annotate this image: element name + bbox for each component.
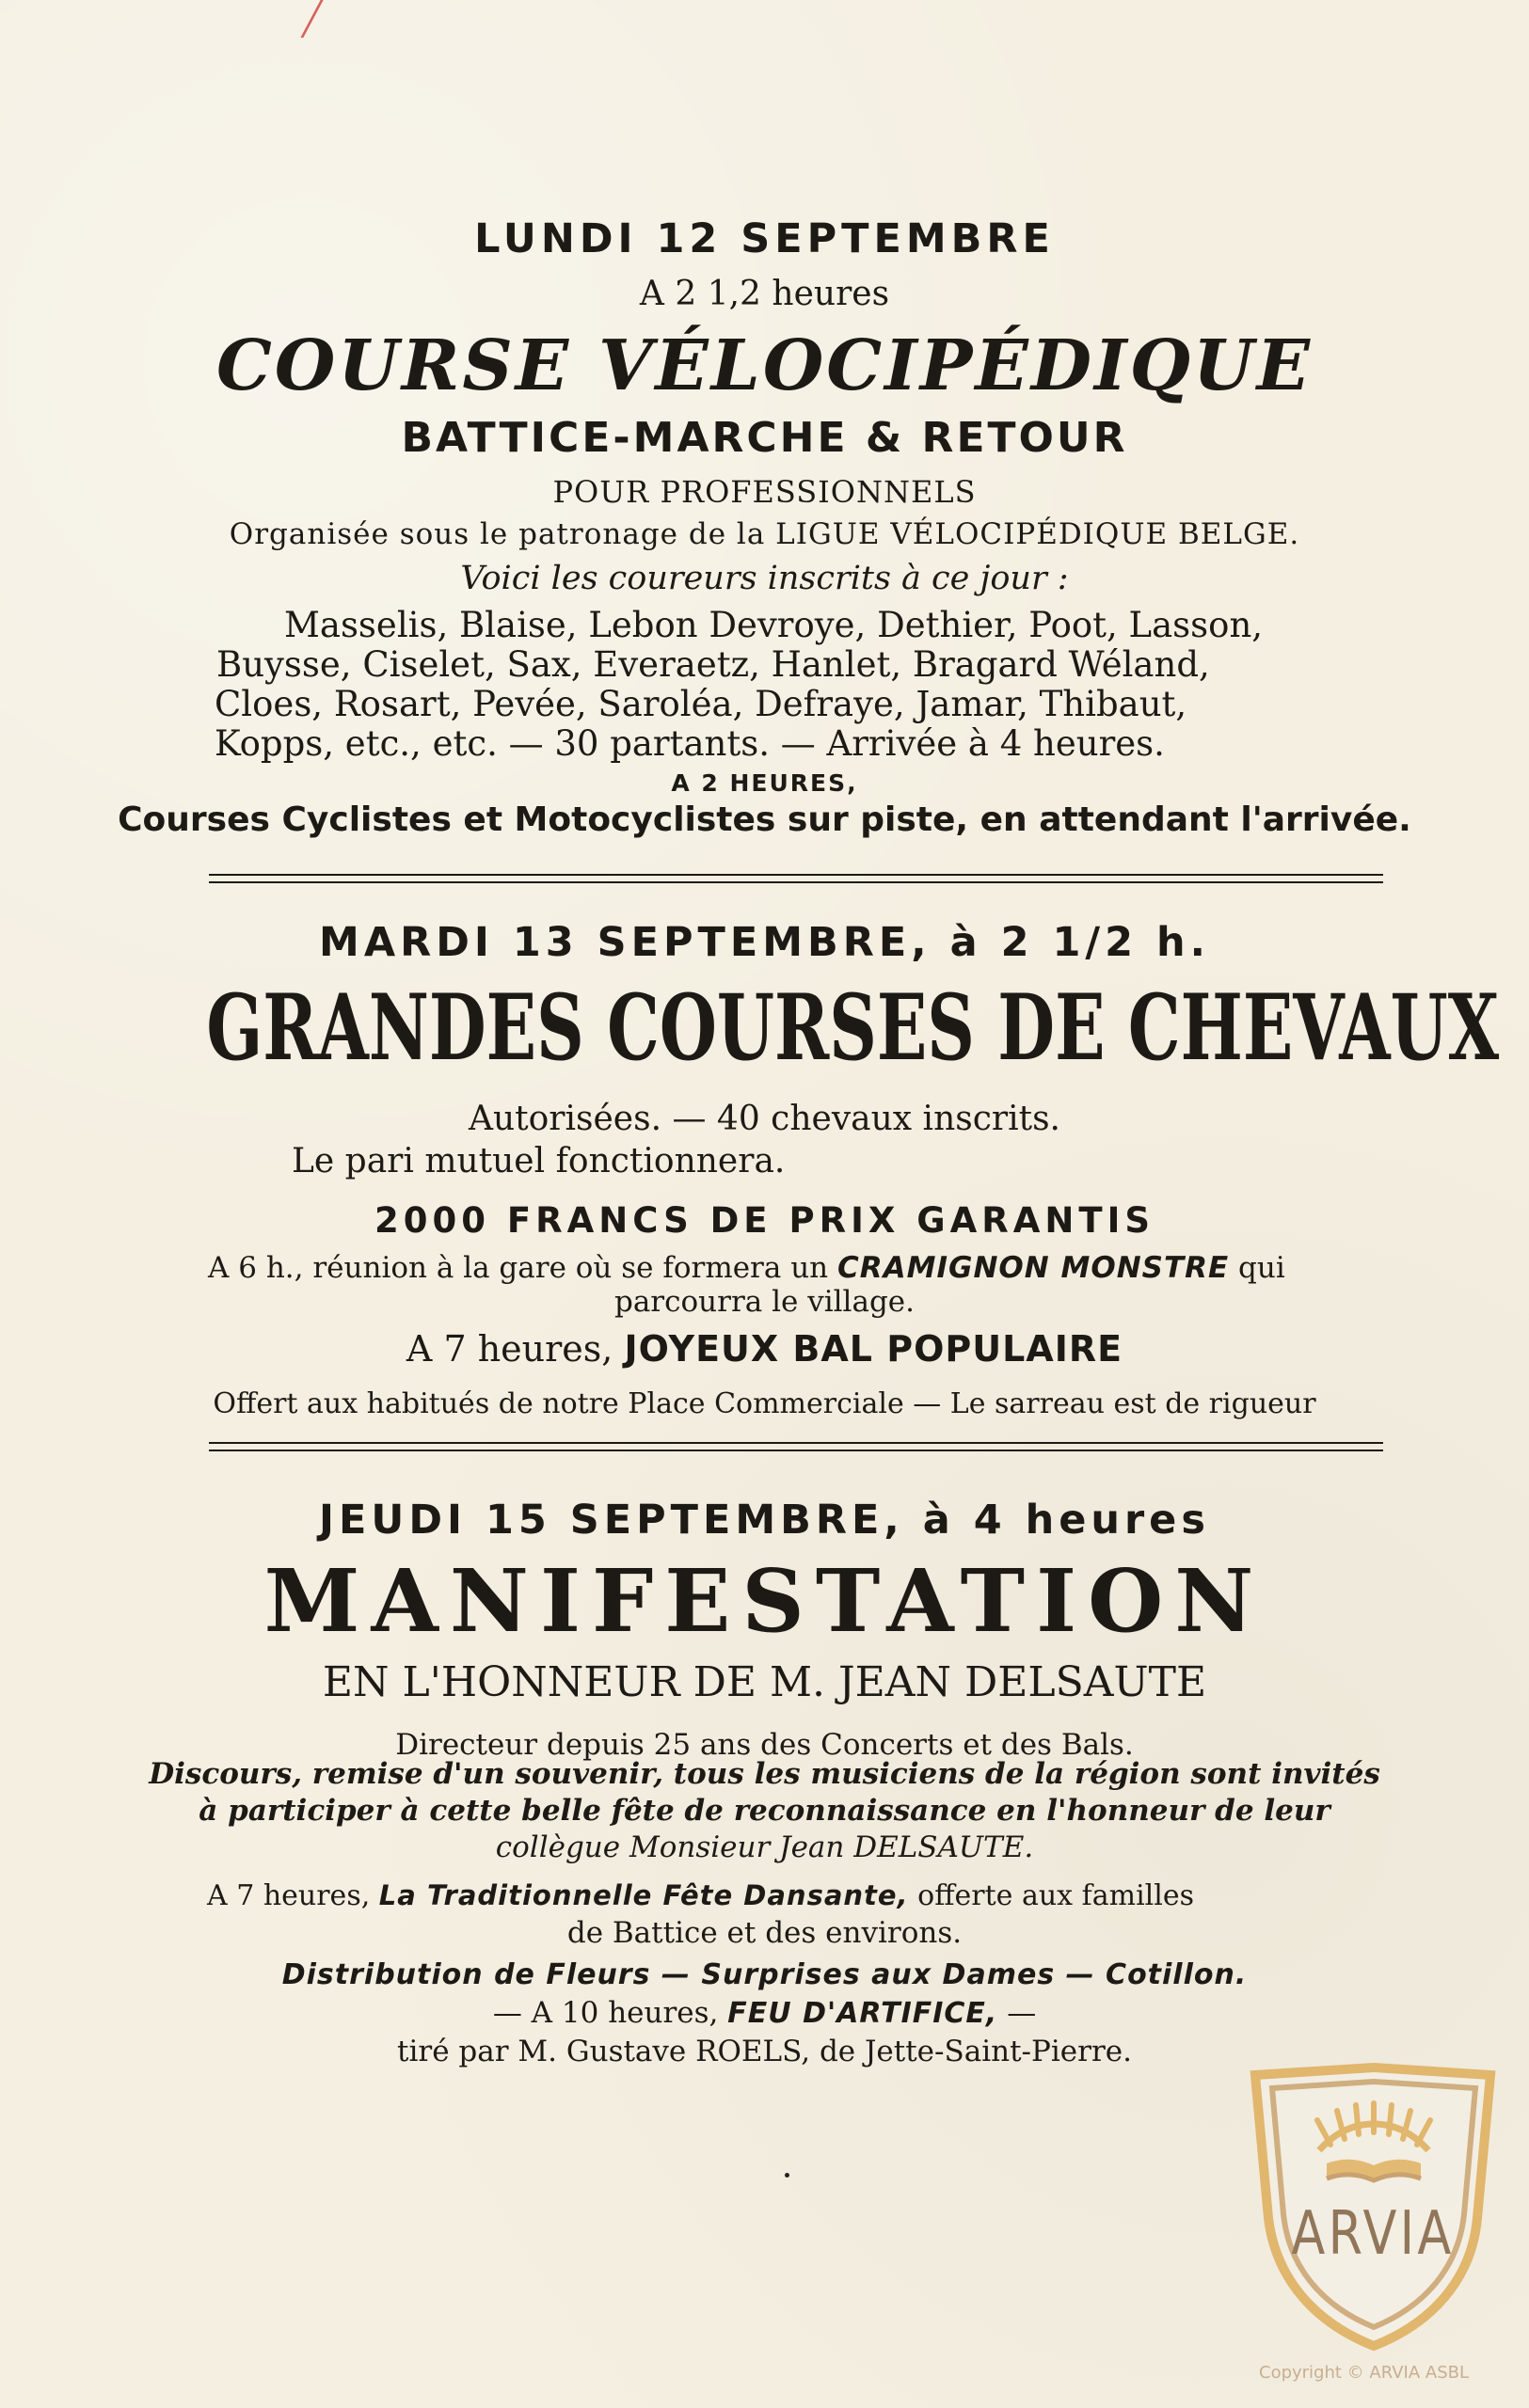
section1-organizer: Organisée sous le patronage de la LIGUE VÉLOCIPÉDIQUE BELGE. bbox=[229, 517, 1300, 551]
section1-time: A 2 1,2 heures bbox=[639, 275, 890, 313]
section3-director: Directeur depuis 25 ans des Concerts et des Bals. bbox=[395, 1728, 1134, 1762]
copyright-text: Copyright © ARVIA ASBL bbox=[1259, 2363, 1470, 2383]
section3-dance-line-2: de Battice et des environs. bbox=[566, 1916, 963, 1950]
section3-speech-line-1: Discours, remise d'un souvenir, tous les musiciens de la région sont invités bbox=[149, 1757, 1380, 1791]
section3-speech-line-3: collègue Monsieur Jean DELSAUTE. bbox=[495, 1830, 1034, 1864]
section3-fireworks-title: FEU D'ARTIFICE, bbox=[727, 1997, 998, 2030]
section1-title: COURSE VÉLOCIPÉDIQUE bbox=[215, 325, 1314, 406]
section3-subtitle: EN L'HONNEUR DE M. JEAN DELSAUTE bbox=[322, 1658, 1207, 1706]
rider-list-line-3: Cloes, Rosart, Pevée, Saroléa, Defraye, Jamar, Thibaut, bbox=[215, 684, 1187, 724]
section1-time-two: A 2 HEURES, bbox=[671, 769, 858, 797]
section2-title: GRANDES COURSES DE CHEVAUX bbox=[206, 974, 1500, 1081]
section1-audience: POUR PROFESSIONNELS bbox=[552, 474, 977, 510]
section1-subtitle: BATTICE-MARCHE & RETOUR bbox=[401, 414, 1128, 462]
section3-dance-prefix: A 7 heures, bbox=[207, 1879, 371, 1912]
section3-date: JEUDI 15 SEPTEMBRE, à 4 heures bbox=[319, 1497, 1210, 1544]
rider-list-line-1: Masselis, Blaise, Lebon Devroye, Dethier, Poot, Lasson, bbox=[284, 605, 1264, 645]
section3-dance-suffix: offerte aux familles bbox=[917, 1879, 1195, 1912]
section2-cramignon: CRAMIGNON MONSTRE bbox=[837, 1251, 1230, 1285]
section2-ball-note: Offert aux habitués de notre Place Commerciale — Le sarreau est de rigueur bbox=[213, 1387, 1316, 1420]
rider-list-line-4: Kopps, etc., etc. — 30 partants. — Arrivée à 4 heures. bbox=[215, 723, 1165, 764]
section3-fireworks-line-2: tiré par M. Gustave ROELS, de Jette-Saint-Pierre. bbox=[397, 2035, 1132, 2068]
section3-fireworks-prefix: — A 10 heures, bbox=[492, 1996, 719, 2030]
arvia-watermark bbox=[1240, 2058, 1505, 2359]
section3-dance-line bbox=[207, 1879, 1195, 1912]
section3-distribution bbox=[0, 1958, 1529, 1991]
section1-track-events: Courses Cyclistes et Motocyclistes sur piste, en attendant l'arrivée. bbox=[118, 800, 1411, 839]
section2-gathering-prefix: A 6 h., réunion à la gare où se formera un bbox=[208, 1251, 829, 1285]
arvia-logo-text: ARVIA bbox=[1291, 2199, 1455, 2269]
section3-dance-title: La Traditionnelle Fête Dansante, bbox=[378, 1879, 909, 1911]
section2-gathering-line-2: parcourra le village. bbox=[613, 1285, 915, 1319]
section2-ball-prefix: A 7 heures, bbox=[406, 1328, 613, 1370]
ink-spot bbox=[785, 2173, 789, 2178]
section3-fireworks-suffix: — bbox=[1007, 1996, 1037, 2030]
section2-ball-line bbox=[0, 1328, 1529, 1370]
section2-line-1: Autorisées. — 40 chevaux inscrits. bbox=[468, 1100, 1060, 1138]
section3-distribution-text: Distribution de Fleurs — Surprises aux Dames — Cotillon. bbox=[281, 1958, 1248, 1991]
section2-line-2: Le pari mutuel fonctionnera. bbox=[292, 1142, 786, 1180]
section2-ball-title: JOYEUX BAL POPULAIRE bbox=[624, 1328, 1123, 1370]
section1-intro: Voici les coureurs inscrits à ce jour : bbox=[460, 560, 1069, 597]
section3-fireworks-line bbox=[0, 1996, 1529, 2030]
section3-speech-line-2: à participer à cette belle fête de reconnaissance en l'honneur de leur bbox=[199, 1794, 1330, 1828]
section1-date: LUNDI 12 SEPTEMBRE bbox=[474, 215, 1055, 262]
section2-gathering-suffix: qui bbox=[1238, 1251, 1285, 1285]
section-divider-1 bbox=[209, 874, 1383, 883]
section2-prize: 2000 FRANCS DE PRIX GARANTIS bbox=[374, 1200, 1155, 1241]
section-divider-2 bbox=[209, 1442, 1383, 1451]
section3-title: MANIFESTATION bbox=[263, 1550, 1266, 1652]
section2-date: MARDI 13 SEPTEMBRE, à 2 1/2 h. bbox=[319, 919, 1210, 966]
section2-gathering-line bbox=[208, 1251, 1285, 1285]
rider-list-line-2: Buysse, Ciselet, Sax, Everaetz, Hanlet, Bragard Wéland, bbox=[216, 644, 1210, 685]
